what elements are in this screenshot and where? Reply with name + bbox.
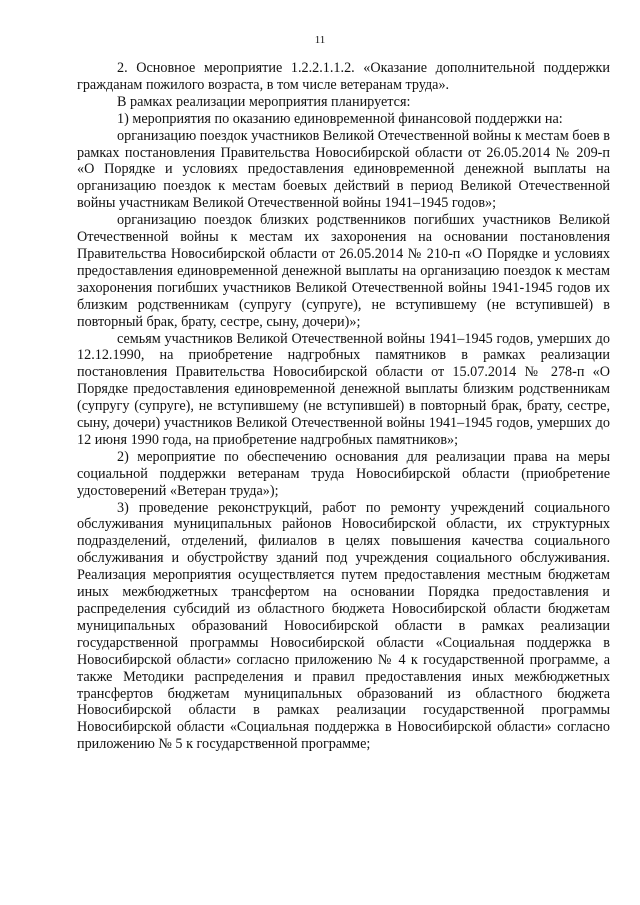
paragraph-monuments: семьям участников Великой Отечественной войны 1941–1945 годов, умерших до 12.12.1990, на приобретение надгробных памятников в рамках реализации постановления Правительства Новосибирской области от 15.07.2014 № 278-п «О Порядке предоставления единовременной денежной выплаты близким родственникам (супругу (супруге), не вступившему (не вступившей) в повторный брак, брату, сестре, сыну, дочери) участников Великой Отечественной войны 1941–1945 годов, умерших до 12 июня 1990 года, на приобретение надгробных памятников»; — [77, 330, 610, 448]
document-body — [77, 60, 610, 753]
paragraph-item-3: 3) проведение реконструкций, работ по ремонту учреждений социального обслуживания муниципальных районов Новосибирской области, их структурных подразделений, отделений, филиалов в целях повышения качества социального обслуживания и обустройству зданий под учреждения социального обслуживания. Реализация мероприятия осуществляется путем предоставления местным бюджетам иных межбюджетных трансфертом на основании Порядка предоставления и распределения субсидий из областного бюджета Новосибирской области бюджетам муниципальных образований Новосибирской области в рамках реализации государственной программы Новосибирской области «Социальная поддержка в Новосибирской области» согласно приложению № 4 к государственной программе, а также Методики распределения и правил предоставления иных межбюджетных трансфертов бюджетам муниципальных образований из областного бюджета Новосибирской области в рамках реализации государственной программы Новосибирской области «Социальная поддержка в Новосибирской области» согласно приложению № 5 к государственной программе; — [77, 499, 610, 753]
paragraph-main-activity: 2. Основное мероприятие 1.2.2.1.1.2. «Оказание дополнительной поддержки гражданам пожилого возраста, в том числе ветеранам труда». — [77, 60, 610, 93]
paragraph-trips-relatives: организацию поездок близких родственников погибших участников Великой Отечественной войны к местам их захоронения на основании постановления Правительства Новосибирской области от 26.05.2014 № 210-п «О Порядке и условиях предоставления единовременной денежной выплаты на организацию поездок к местам захоронения погибших участников Великой Отечественной войны 1941-1945 годов их близким родственникам (супругу (супруге), не вступившему (не вступившей) в повторный брак, брату, сестре, сыну, дочери)»; — [77, 212, 610, 330]
paragraph-trips-participants: организацию поездок участников Великой Отечественной войны к местам боев в рамках постановления Правительства Новосибирской области от 26.05.2014 № 209-п «О Порядке и условиях предоставления единовременной денежной выплаты на организацию поездок к местам боевых действий в период Великой Отечественной войны участникам Великой Отечественной войны 1941–1945 годов»; — [77, 127, 610, 212]
paragraph-item-2: 2) мероприятие по обеспечению основания для реализации права на меры социальной поддержки ветеранам труда Новосибирской области (приобретение удостоверений «Ветеран труда»); — [77, 448, 610, 499]
paragraph-plan-intro: В рамках реализации мероприятия планируется: — [117, 93, 411, 110]
paragraph-item-1: 1) мероприятия по оказанию единовременной финансовой поддержки на: — [117, 110, 563, 127]
page-number: 11 — [314, 34, 326, 46]
